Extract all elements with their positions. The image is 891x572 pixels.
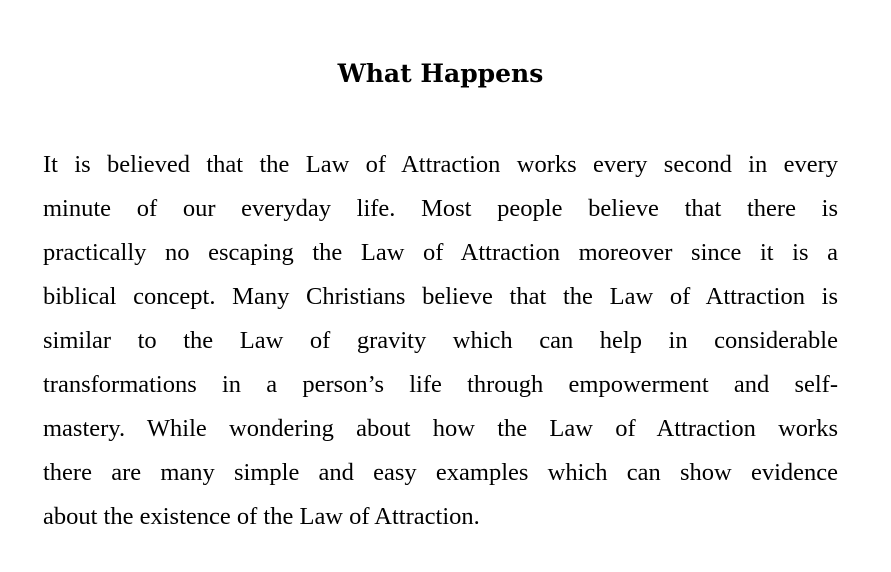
paragraph-line-6: transformations in a person’s life through empowerment and self- <box>43 371 838 398</box>
paragraph-line-3: practically no escaping the Law of Attraction moreover since it is a <box>43 239 838 266</box>
paragraph-line-9: about the existence of the Law of Attraction. <box>43 503 480 530</box>
paragraph-line-8: there are many simple and easy examples which can show evidence <box>43 459 838 486</box>
paragraph-line-4: biblical concept. Many Christians believe that the Law of Attraction is <box>43 283 838 310</box>
paragraph-line-5: similar to the Law of gravity which can help in considerable <box>43 327 838 354</box>
page-title: What Happens <box>337 59 544 88</box>
paragraph-line-1: It is believed that the Law of Attraction works every second in every <box>43 151 838 178</box>
paragraph-line-2: minute of our everyday life. Most people believe that there is <box>43 195 838 222</box>
body-paragraph <box>43 143 838 539</box>
paragraph-line-7: mastery. While wondering about how the Law of Attraction works <box>43 415 838 442</box>
